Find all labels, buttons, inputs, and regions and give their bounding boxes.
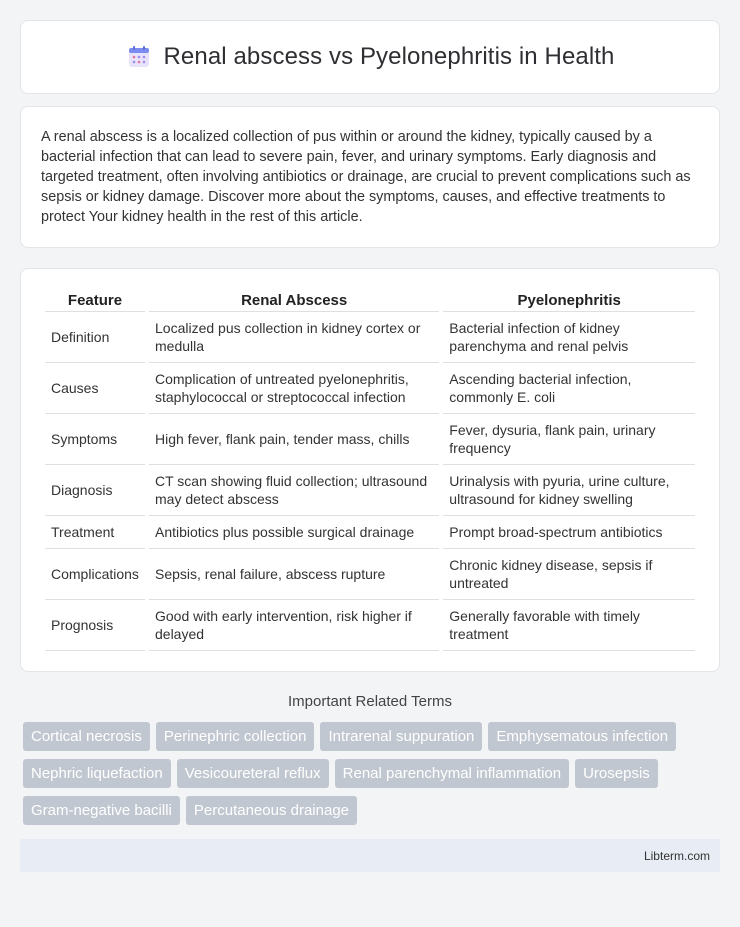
related-term-tag[interactable]: Renal parenchymal inflammation [335, 759, 569, 788]
related-term-tag[interactable]: Urosepsis [575, 759, 658, 788]
intro-text: A renal abscess is a localized collection of pus within or around the kidney, typically caused by a bacterial infection that can lead to severe pain, fever, and urinary symptoms. Early diagnosis and targeted treatment, often involving antibiotics or drainage, are crucial to prevent complications such as sepsis or kidney damage. Discover more about the symptoms, causes, and effective treatments to protect Your kidney health in the rest of this article. [41, 129, 691, 225]
header-feature: Feature [45, 289, 145, 312]
renal-abscess-cell: Localized pus collection in kidney cortex or medulla [149, 312, 439, 363]
pyelonephritis-cell: Chronic kidney disease, sepsis if untreated [443, 549, 695, 600]
related-term-tag[interactable]: Gram-negative bacilli [23, 796, 180, 825]
feature-cell: Prognosis [45, 600, 145, 651]
pyelonephritis-cell: Bacterial infection of kidney parenchyma and renal pelvis [443, 312, 695, 363]
related-term-tag[interactable]: Percutaneous drainage [186, 796, 357, 825]
related-term-tag[interactable]: Intrarenal suppuration [320, 722, 482, 751]
related-term-tag[interactable]: Perinephric collection [156, 722, 315, 751]
calendar-icon [126, 44, 152, 70]
table-row [45, 414, 695, 465]
pyelonephritis-cell: Fever, dysuria, flank pain, urinary frequency [443, 414, 695, 465]
pyelonephritis-cell: Prompt broad-spectrum antibiotics [443, 516, 695, 549]
table-row [45, 516, 695, 549]
table-row [45, 549, 695, 600]
comparison-table-card [20, 268, 720, 672]
header-pyelonephritis: Pyelonephritis [443, 289, 695, 312]
renal-abscess-cell: Sepsis, renal failure, abscess rupture [149, 549, 439, 600]
renal-abscess-cell: High fever, flank pain, tender mass, chills [149, 414, 439, 465]
renal-abscess-cell: Complication of untreated pyelonephritis, staphylococcal or streptococcal infection [149, 363, 439, 414]
pyelonephritis-cell: Urinalysis with pyuria, urine culture, ultrasound for kidney swelling [443, 465, 695, 516]
table-row [45, 363, 695, 414]
feature-cell: Definition [45, 312, 145, 363]
related-term-tag[interactable]: Nephric liquefaction [23, 759, 171, 788]
table-row [45, 600, 695, 651]
page-title: Renal abscess vs Pyelonephritis in Health [163, 43, 615, 70]
feature-cell: Symptoms [45, 414, 145, 465]
table-header-row [45, 289, 695, 312]
related-term-tag[interactable]: Vesicoureteral reflux [177, 759, 329, 788]
renal-abscess-cell: CT scan showing fluid collection; ultrasound may detect abscess [149, 465, 439, 516]
related-terms-title: Important Related Terms [288, 693, 452, 710]
renal-abscess-cell: Antibiotics plus possible surgical drainage [149, 516, 439, 549]
table-row [45, 465, 695, 516]
related-terms-list [20, 722, 720, 825]
footer-site-link[interactable]: Libterm.com [643, 848, 710, 863]
renal-abscess-cell: Good with early intervention, risk higher if delayed [149, 600, 439, 651]
feature-cell: Complications [45, 549, 145, 600]
header-renal-abscess: Renal Abscess [149, 289, 439, 312]
related-term-tag[interactable]: Emphysematous infection [488, 722, 676, 751]
comparison-table [41, 289, 699, 651]
intro-section [20, 106, 720, 248]
related-term-tag[interactable]: Cortical necrosis [23, 722, 150, 751]
page-footer [20, 839, 720, 872]
feature-cell: Treatment [45, 516, 145, 549]
feature-cell: Causes [45, 363, 145, 414]
feature-cell: Diagnosis [45, 465, 145, 516]
table-row [45, 312, 695, 363]
pyelonephritis-cell: Ascending bacterial infection, commonly E. coli [443, 363, 695, 414]
pyelonephritis-cell: Generally favorable with timely treatment [443, 600, 695, 651]
page-header [20, 20, 720, 94]
